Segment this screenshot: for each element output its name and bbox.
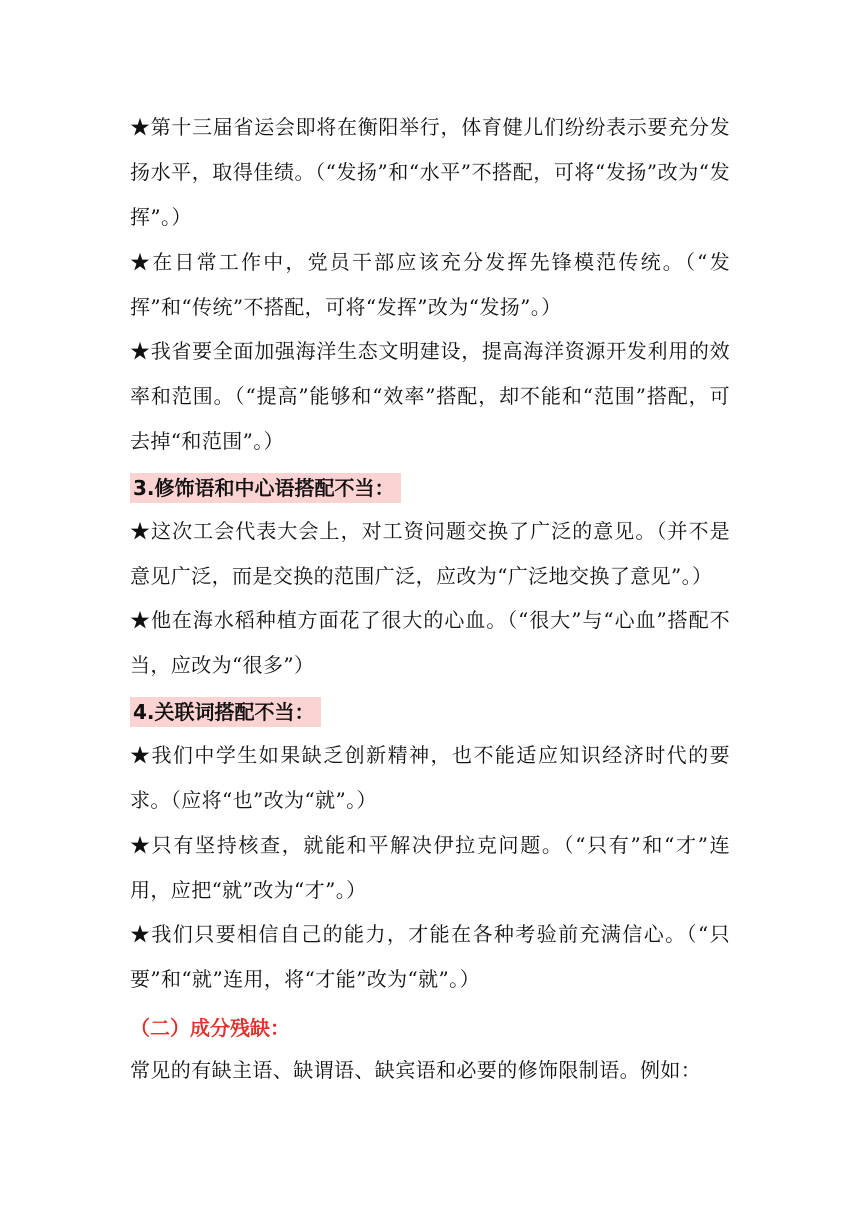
- heading-modifier-mismatch: 3.修饰语和中心语搭配不当：: [130, 473, 401, 503]
- example-paragraph-2: ★在日常工作中，党员干部应该充分发挥先锋模范传统。（“发挥”和“传统”不搭配，可将“发挥”改为“发扬”。）: [130, 250, 730, 319]
- example-paragraph-5: ★他在海水稻种植方面花了很大的心血。（“很大”与“心血”搭配不当，应改为“很多”）: [130, 608, 730, 677]
- section-heading-missing-components: （二）成分残缺：: [130, 1016, 290, 1040]
- example-paragraph-3: ★我省要全面加强海洋生态文明建设，提高海洋资源开发利用的效率和范围。（“提高”能够和“效率”搭配，却不能和“范围”搭配，可去掉“和范围”。）: [130, 339, 730, 453]
- example-paragraph-6: ★我们中学生如果缺乏创新精神，也不能适应知识经济时代的要求。（应将“也”改为“就”。）: [130, 743, 730, 812]
- heading-conjunction-mismatch: 4.关联词搭配不当：: [130, 697, 321, 727]
- example-paragraph-4: ★这次工会代表大会上，对工资问题交换了广泛的意见。（并不是意见广泛，而是交换的范围广泛，应改为“广泛地交换了意见”。）: [130, 519, 730, 588]
- example-paragraph-7: ★只有坚持核查，就能和平解决伊拉克问题。（“只有”和“才”连用，应把“就”改为“才”。）: [130, 833, 730, 902]
- example-paragraph-1: ★第十三届省运会即将在衡阳举行，体育健儿们纷纷表示要充分发扬水平，取得佳绩。（“发扬”和“水平”不搭配，可将“发扬”改为“发挥”。）: [130, 115, 730, 229]
- intro-paragraph: 常见的有缺主语、缺谓语、缺宾语和必要的修饰限制语。例如：: [130, 1058, 702, 1082]
- example-paragraph-8: ★我们只要相信自己的能力，才能在各种考验前充满信心。（“只要”和“就”连用，将“才能”改为“就”。）: [130, 922, 730, 991]
